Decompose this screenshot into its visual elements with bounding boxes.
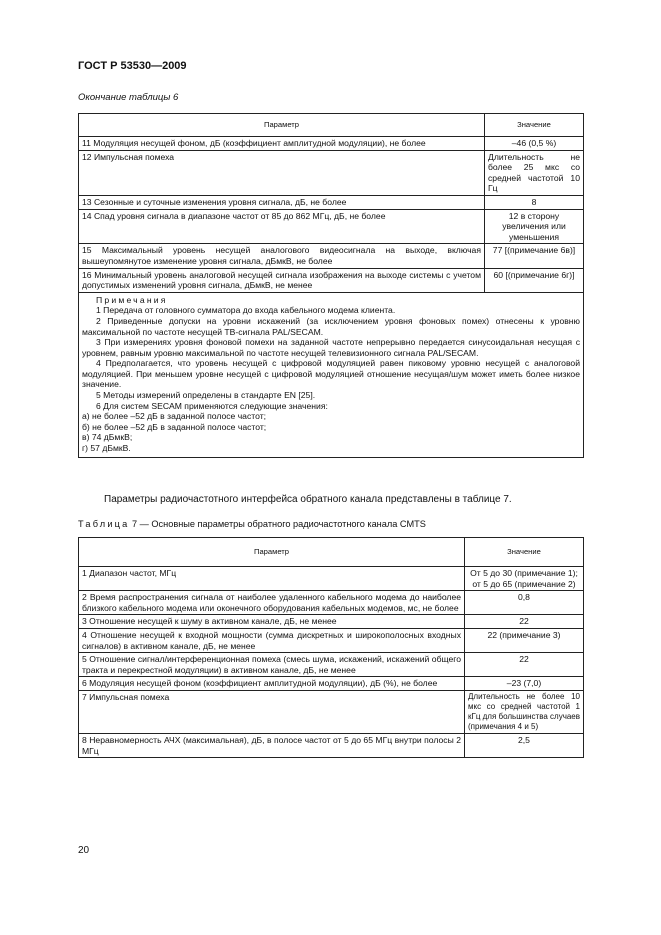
table-7 bbox=[78, 537, 584, 758]
note-item: 3 При измерениях уровня фоновой помехи на заданной частоте непрерывно передается синусоидальная несущая с уровнем, равным уровню максимальной по частоте несущей телевизионного сигнала PAL/SECAM. bbox=[82, 337, 580, 358]
table-row bbox=[79, 733, 584, 757]
param-cell: 5 Отношение сигнал/интерференционная помеха (смесь шума, искажений, искажений общего тракта и перекрестной модуляции) в активном канале, дБ, не менее bbox=[79, 653, 465, 677]
value-cell: 22 bbox=[465, 615, 584, 629]
note-item: 4 Предполагается, что уровень несущей с цифровой модуляцией равен пиковому уровню несущей с аналоговой модуляцией. При меньшем уровне несущей с цифровой модуляцией отношение несущая/шум может иметь более низкое значение. bbox=[82, 358, 580, 390]
value-cell: Длительность не более 25 мкс со средней частотой 10 Гц bbox=[485, 150, 584, 195]
column-header-value: Значение bbox=[485, 114, 584, 137]
table-row bbox=[79, 615, 584, 629]
param-cell: 1 Диапазон частот, МГц bbox=[79, 567, 465, 591]
value-cell: 77 [(примечание 6в)] bbox=[485, 244, 584, 268]
note-item: 5 Методы измерений определены в стандарте EN [25]. bbox=[96, 390, 316, 401]
value-cell: –23 (7,0) bbox=[465, 677, 584, 691]
value-cell: –46 (0,5 %) bbox=[485, 137, 584, 151]
value-cell: От 5 до 30 (примечание 1); от 5 до 65 (примечание 2) bbox=[465, 567, 584, 591]
table-row bbox=[79, 653, 584, 677]
notes-title: Примечания bbox=[96, 294, 168, 305]
value-cell: 22 bbox=[465, 653, 584, 677]
table-header-row bbox=[79, 538, 584, 567]
document-id: ГОСТ Р 53530—2009 bbox=[78, 60, 187, 72]
notes-row bbox=[79, 292, 584, 457]
table-row bbox=[79, 150, 584, 195]
note-sub-item: а) не более –52 дБ в заданной полосе частот; bbox=[82, 411, 267, 422]
param-cell: 14 Спад уровня сигнала в диапазоне частот от 85 до 862 МГц, дБ, не более bbox=[79, 209, 485, 244]
column-header-value: Значение bbox=[465, 538, 584, 567]
note-item: 6 Для систем SECAM применяются следующие значения: bbox=[96, 400, 328, 411]
table-6 bbox=[78, 113, 584, 458]
table-row bbox=[79, 268, 584, 292]
param-cell: 4 Отношение несущей к входной мощности (сумма дискретных и широкополосных входных сигналов) в активном канале, дБ, не менее bbox=[79, 628, 465, 652]
value-cell: 8 bbox=[485, 195, 584, 209]
note-sub-item: в) 74 дБмкВ; bbox=[82, 432, 133, 443]
note-item: 2 Приведенные допуски на уровни искажений (за исключением уровня фоновых помех) отнесены к уровню максимальной по частоте несущей ТВ-сигнала PAL/SECAM. bbox=[82, 315, 580, 337]
param-cell: 11 Модуляция несущей фоном, дБ (коэффициент амплитудной модуляции), не более bbox=[79, 137, 485, 151]
table-row bbox=[79, 690, 584, 733]
param-cell: 2 Время распространения сигнала от наиболее удаленного кабельного модема до наиболее близкого кабельного модема или оконечного оборудования кабельных модемов, мс, не более bbox=[79, 591, 465, 615]
table-row bbox=[79, 209, 584, 244]
param-cell: 13 Сезонные и суточные изменения уровня сигнала, дБ, не более bbox=[79, 195, 485, 209]
value-cell: 12 в сторону увеличения или уменьшения bbox=[485, 209, 584, 244]
column-header-param: Параметр bbox=[79, 114, 485, 137]
param-cell: 12 Импульсная помеха bbox=[79, 150, 485, 195]
column-header-param: Параметр bbox=[79, 538, 465, 567]
table-caption-text: 7 — Основные параметры обратного радиочастотного канала CMTS bbox=[129, 519, 426, 529]
value-cell: Длительность не более 10 мкс со средней частотой 1 кГц для большинства случаев (примечания 4 и 5) bbox=[465, 690, 584, 733]
param-cell: 8 Неравномерность АЧХ (максимальная), дБ, в полосе частот от 5 до 65 МГц внутри полосы 2 МГц bbox=[79, 733, 465, 757]
table-row bbox=[79, 567, 584, 591]
note-item: 1 Передача от головного сумматора до входа кабельного модема клиента. bbox=[96, 305, 396, 316]
param-cell: 15 Максимальный уровень несущей аналогового видеосигнала на выходе, включая вышеупомянутое изменение уровня сигнала, дБмкВ, не более bbox=[79, 244, 485, 268]
table-row bbox=[79, 137, 584, 151]
value-cell: 0,8 bbox=[465, 591, 584, 615]
table-row bbox=[79, 677, 584, 691]
table-caption bbox=[78, 519, 426, 529]
table-continuation-label: Окончание таблицы 6 bbox=[78, 92, 179, 103]
notes-cell bbox=[79, 292, 584, 457]
note-sub-item: б) не более –52 дБ в заданной полосе частот; bbox=[82, 421, 267, 432]
intro-paragraph: Параметры радиочастотного интерфейса обратного канала представлены в таблице 7. bbox=[104, 494, 512, 505]
note-sub-item: г) 57 дБмкВ. bbox=[82, 443, 131, 454]
param-cell: 6 Модуляция несущей фоном (коэффициент амплитудной модуляции), дБ (%), не более bbox=[79, 677, 465, 691]
page-number: 20 bbox=[78, 845, 90, 856]
value-cell: 2,5 bbox=[465, 733, 584, 757]
table-row bbox=[79, 628, 584, 652]
param-cell: 16 Минимальный уровень аналоговой несущей сигнала изображения на выходе системы с учетом допустимых изменений уровня сигнала, дБмкВ, не менее bbox=[79, 268, 485, 292]
value-cell: 60 [(примечание 6г)] bbox=[485, 268, 584, 292]
table-row bbox=[79, 244, 584, 268]
param-cell: 3 Отношение несущей к шуму в активном канале, дБ, не менее bbox=[79, 615, 465, 629]
table-row bbox=[79, 591, 584, 615]
table-header-row bbox=[79, 114, 584, 137]
table-row bbox=[79, 195, 584, 209]
table-caption-prefix: Таблица bbox=[78, 519, 130, 529]
value-cell: 22 (примечание 3) bbox=[465, 628, 584, 652]
param-cell: 7 Импульсная помеха bbox=[79, 690, 465, 733]
